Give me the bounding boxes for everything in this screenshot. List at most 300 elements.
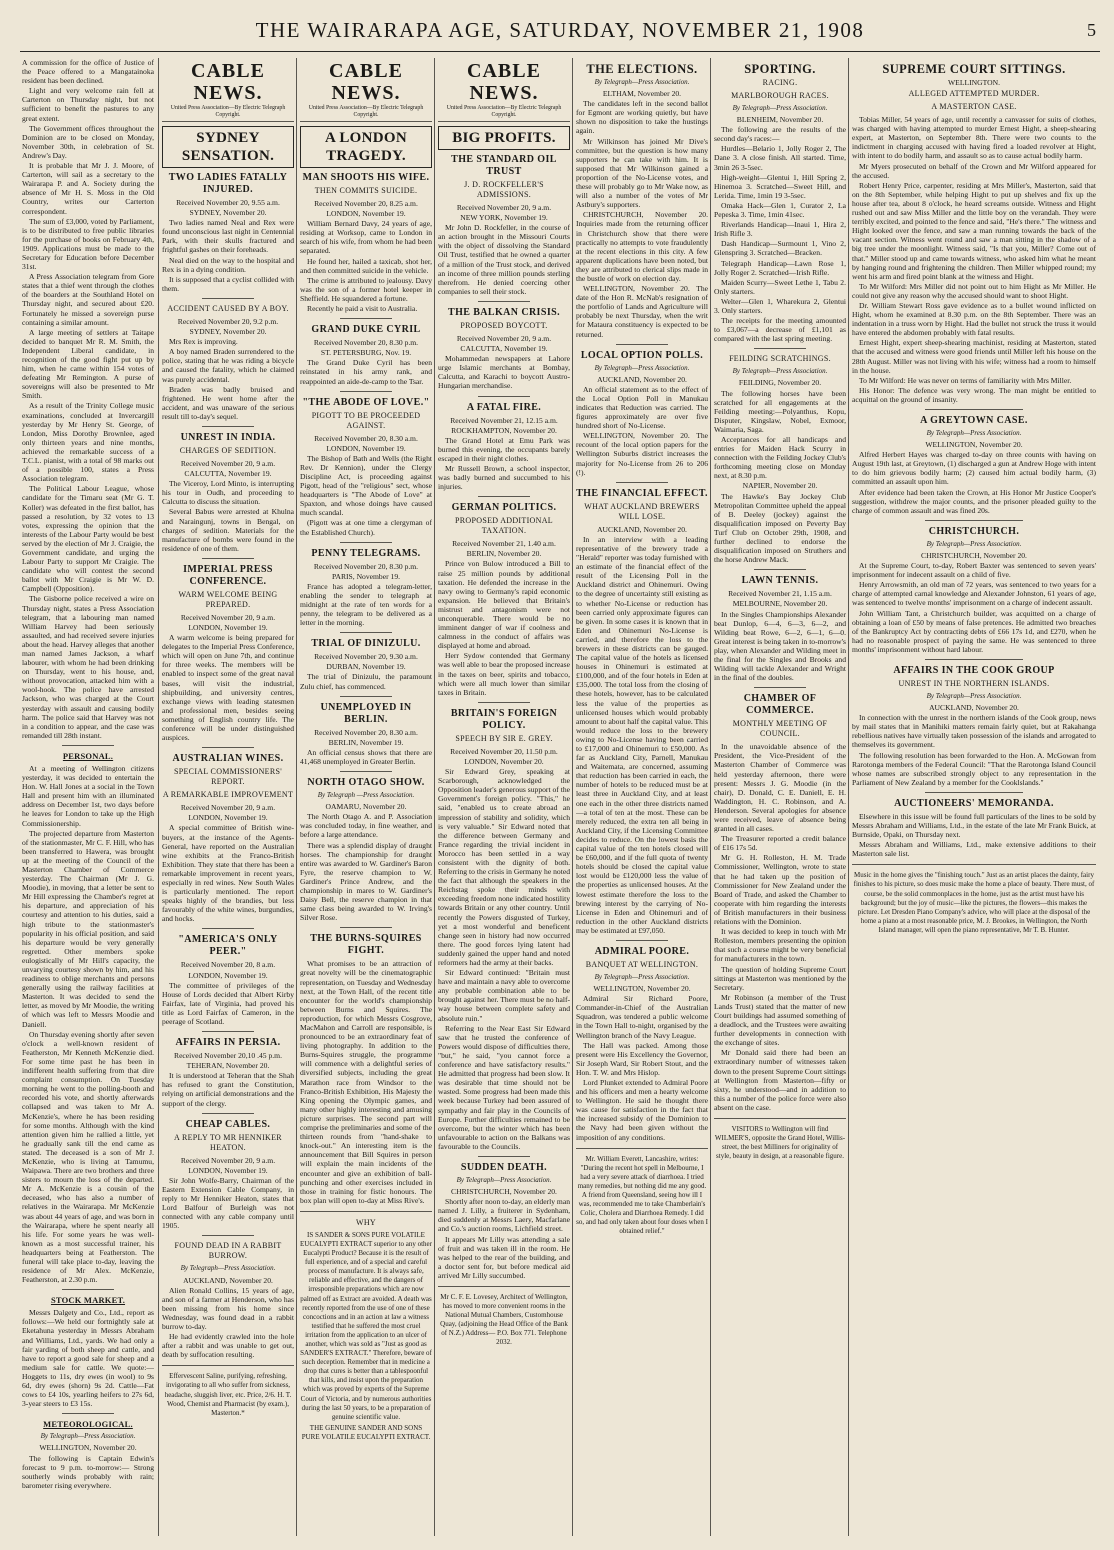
- dateline: ST. PETERSBURG, Nov. 19.: [320, 348, 412, 358]
- dateline: CHRISTCHURCH, November 20.: [921, 550, 1027, 560]
- subheadline: THEN COMMITS SUICIDE.: [314, 186, 418, 195]
- news-paragraph: The Hall was packed. Among those present were His Excellency the Governor, Sir Joseph Ward, Sir Robert Stout, and the Hon. T. W. and Mrs Hislop.: [576, 1040, 708, 1077]
- dateline: NAPIER, November 20.: [742, 481, 818, 491]
- subheadline: CHARGES OF SEDITION.: [179, 445, 277, 455]
- news-paragraph: A large meeting of settlers at Taitape decided to banquet Mr R. M. Smith, the Independent Liberal candidate, in recognition of the good fight put up by him, when he came within 154 votes of defeating Mr Remington. A purse of sovereigns will also be presented to Mr Smith.: [22, 327, 154, 401]
- dateline: SYDNEY, November 20.: [189, 327, 267, 337]
- dateline: ELTHAM, November 20.: [602, 89, 682, 99]
- copyright-credit: United Press Association—By Electric Telegraph Copyright.: [300, 105, 432, 122]
- headline-christchurch: CHRISTCHURCH.: [928, 525, 1020, 537]
- news-paragraph: The Grand Hotel at Emu Park was burned this evening, the occupants barely escaped in their night clothes.: [438, 435, 570, 463]
- headline-feilding-scratchings: FEILDING SCRATCHINGS.: [729, 354, 831, 364]
- advertisement: IS SANDER & SONS PURE VOLATILE EUCALYPTI EXTRACT superior to any other Eucalypti Product? Because it is the result of full experience, and of a special and careful process of manufacture. It is always safe, reliable and effective, and the dangers of irresponsible preparations which are now palmed off as Extract are avoided. A death was recently reported from the use of one of these concoctions and in an action at law a witness testified that he suffered the most cruel irritation from the application to an ulcer of another, which was sold as "Just as good as SANDER'S EXTRACT." Therefore, beware of such deception. Remember that in medicine a drop that cures is better than a tablespoonful that kills, and insist upon the preparation which was proved by experts of the Supreme Court of Victoria, and by numerous authorities during the last 50 years, to be a preparation of genuine scientific value.: [300, 1230, 432, 1421]
- masthead: [20, 18, 1100, 52]
- news-paragraph: John William Tant, a Christchurch builder, was acquitted on a charge of obtaining a loan of £50 by means of false pretences. He admitted two breaches of the Bankruptcy Act by contracting debts of £66 17s 1d, and £270, when he had no reasonable prospect of paying the same. He was sentenced to three months' imprisonment without hard labour.: [852, 608, 1096, 654]
- dateline: PARIS, November 19.: [331, 571, 401, 581]
- divider: [162, 1365, 294, 1366]
- headline-german-politics: GERMAN POLITICS.: [451, 502, 557, 514]
- headline-cook-group: AFFAIRS IN THE COOK GROUP: [893, 664, 1055, 676]
- received-time: Received November 20, 9 a.m.: [180, 803, 276, 813]
- agency-credit: By Telegraph—Press Association.: [926, 429, 1022, 437]
- received-time: Received November 21, 1.40 a.m.: [452, 539, 556, 549]
- news-paragraph: The receipts for the meeting amounted to £3,067—a decrease of £1,101 as compared with the last spring meeting.: [714, 316, 846, 344]
- copyright-credit: United Press Association—By Electric Telegraph Copyright.: [438, 105, 570, 122]
- advertisement: THE GENUINE SANDER AND SONS PURE VOLATILE EUCALYPTI EXTRACT.: [301, 1423, 431, 1441]
- news-paragraph: The following horses have been scratched for all engagements at the Feilding meeting:—Polyanthus, Kopu, Disputer, Kingslaw, Nobel, Exmoor, Waimaria, Saga.: [714, 388, 846, 434]
- news-paragraph: It is understood at Teheran that the Shah has refused to grant the Constitution, relying on artificial demonstrations and the support of the clergy.: [162, 1071, 294, 1108]
- divider: [62, 1289, 115, 1290]
- dateline: BERLIN, November 20.: [466, 549, 542, 559]
- divider: [925, 659, 1023, 660]
- news-paragraph: As a result of the Trinity College music examinations, concluded at Invercargill yesterday by Mr Henry St. George, of London, Miss Dorothy Brownlee, aged only thirteen years and nine months, achieved the remarkable success of a T.C.L. pianist, with a total of 98 marks out of a possible 100, states a Press Association telegram.: [22, 401, 154, 484]
- news-paragraph: The Treasurer reported a credit balance of £16 17s 5d.: [714, 834, 846, 853]
- column-cable-news-2: [300, 58, 432, 1536]
- subheadline: WARM WELCOME BEING PREPARED.: [178, 589, 278, 609]
- headline-sporting: SPORTING.: [744, 62, 816, 76]
- agency-credit: By Telegraph—Press Association.: [732, 104, 828, 112]
- race-result: Omaka Hack—Glen 1, Curator 2, La Pepeska 3. Time, 1min 41sec.: [714, 200, 846, 220]
- agency-credit: By Telegraph—Press Association.: [594, 363, 690, 372]
- page-number: 5: [1087, 20, 1096, 40]
- column-sporting: [714, 58, 846, 1536]
- news-paragraph: Admiral Sir Richard Poore, Commander-in-Chief of the Australian Squadron, was tendered a public welcome in the Town Hall to-night, organised by the Wellington branch of the Navy League.: [576, 994, 708, 1040]
- copyright-credit: United Press Association—By Electric Telegraph Copyright.: [162, 105, 294, 122]
- news-paragraph: An official statement as to the effect of the Local Option Poll in Manukau indicates that Reduction was carried. The figures approximately are over five hundred short of No-License.: [576, 384, 708, 431]
- cable-news-masthead: CABLE NEWS.: [329, 60, 403, 104]
- headline-affairs-persia: AFFAIRS IN PERSIA.: [175, 1037, 281, 1049]
- dateline: CALCUTTA, November 19.: [184, 469, 272, 479]
- news-paragraph: CHRISTCHURCH, November 20. Inquiries made from the returning officer in Christchurch show that there were practically no attempts to vote fraudulently at the recent elections in this city. A few apparent duplications have been noted, but they are attributed to clerical slips made in the bustle of work on election day.: [576, 210, 708, 283]
- divider: [202, 298, 255, 299]
- headline-chamber-of-commerce: CHAMBER OF COMMERCE.: [743, 693, 817, 717]
- headline-sudden-death: SUDDEN DEATH.: [460, 1161, 548, 1173]
- dateline: LONDON, November 19.: [326, 209, 406, 219]
- news-paragraph: Acceptances for all handicaps and entries for Maiden Hack Scurry in connection with the Feilding Jockey Club's forthcoming meeting close on Monday next, at 8.30 p.m.: [714, 435, 846, 481]
- dateline: WELLINGTON, November 20.: [925, 440, 1023, 450]
- headline-big-profits: BIG PROFITS.: [438, 126, 570, 150]
- dateline: LONDON, November 19.: [326, 443, 406, 453]
- news-paragraph: In the Singles Championships Alexander beat Dunlop, 6—4, 6—3, 6—2, and Wilding beat Rowe, 6—2, 6—1, 6—0. Great interest is being taken in to-morrow's play, when Alexander and Wilding meet in the final for the Singles and Brooks and Wilding will tackle Alexander and Wright in the final of the doubles.: [714, 609, 846, 683]
- news-paragraph: Herr Sydow contended that Germany was well able to bear the proposed increase in the taxes on beer, spirits and tobacco, which were all much lower than similar taxes in Britain.: [438, 651, 570, 697]
- news-paragraph: Henry Arrowsmith, an old man of 72 years, was sentenced to two years for a charge of attempted carnal knowledge and Alexander Johnston, 61 years of age, was sentenced to twelve months' imprisonment on a charge of indecent assault.: [852, 580, 1096, 608]
- received-time: Received November 20, 9 a.m.: [180, 1155, 276, 1165]
- headline-sydney-sensation: SYDNEY SENSATION.: [162, 126, 294, 168]
- page-columns: [20, 58, 1098, 1536]
- section-heading-stock-market: STOCK MARKET.: [50, 1295, 126, 1306]
- received-time: Received November 20, 8.25 a.m.: [314, 199, 418, 208]
- divider: [202, 928, 255, 929]
- advertisement: Music in the home gives the "finishing touch." Just as an artist places the dainty, fairy finishes to his picture, so does music make the home a place of beauty. There must, of course, be the solid commonplaces in the home, just as the artist must have his background; but the joy of music—like the pictures, the flowers—this makes the picture. Let Dresden Piano Company's advice, who will place at the disposal of the home a piano at a most reasonable price, M. J. Brookes, in Wellington, the North Island manager, will open the piano representative, Mr T. B. Hunter.: [853, 871, 1095, 934]
- divider: [202, 558, 255, 559]
- headline-penny-telegrams: PENNY TELEGRAMS.: [311, 547, 421, 559]
- divider: [340, 391, 393, 392]
- news-paragraph: The question of holding Supreme Court sittings at Masterton was mentioned by the Secretary.: [714, 964, 846, 992]
- dateline: MELBOURNE, November 20.: [732, 599, 828, 609]
- dateline: LONDON, November 19.: [188, 813, 268, 823]
- dateline: AUCKLAND, November 20.: [597, 524, 687, 534]
- dateline: FEILDING, November 20.: [738, 378, 822, 388]
- news-paragraph: The candidates left in the second ballot for Egmont are working quietly, but have shown no disposition to take the hustings again.: [576, 99, 708, 136]
- divider: [616, 344, 669, 345]
- news-paragraph: At a meeting of Wellington citizens yesterday, it was decided to entertain the Hon. W. Hall Jones at a social in the Town Hall and present him with an illuminated address on December 1st, two days before he leaves for London to take up the High Commissionership.: [22, 763, 154, 828]
- divider: [340, 696, 393, 697]
- subheadline: MAN SHOOTS HIS WIFE.: [302, 172, 430, 183]
- subheadline: PIGOTT TO BE PROCEEDED AGAINST.: [311, 410, 421, 430]
- divider: [754, 569, 807, 570]
- news-paragraph: The following are the results of the second day's races:—: [714, 125, 846, 144]
- subheadline: J. D. ROCKFELLER'S ADMISSIONS.: [464, 180, 544, 199]
- dateline: SYDNEY, November 20.: [189, 208, 267, 218]
- dateline: CHRISTCHURCH, November 20.: [451, 1187, 557, 1197]
- headline-admiral-poore: ADMIRAL POORE.: [594, 945, 690, 957]
- news-paragraph: On Thursday evening shortly after seven o'clock a well-known resident of Featherston, Mr Kenneth McKenzie died. For some time past he has been in indifferent health suffering from that dire complaint consumption. On Tuesday morning he went to the polling-booth and recorded his vote, and shortly afterwards collapsed and was taken to Mr A. McKenzie's, where he has been residing for some months. Although with the kind attention given him he rallied a little, yet he gradually sank till the end came as stated. The deceased is a son of Mr J. McKenzie, who is living at Tamumu, Waipawa. There are two brothers and three sisters to mourn the loss of the departed. Mr A. McKenzie is a cousin of the deceased, who has also a number of relatives in the Wairarapa. Mr McKenzie was about 44 years of age, and was born in the Wairarapa, where he spent nearly all his life. For some years he was well-known as a most successful trainer, his headquarters being at Featherston. The funeral will take place to-day, leaving the residence of Mr Alex. McKenzie, Featherston, at 2.30 p.m.: [22, 1029, 154, 1285]
- news-paragraph: Elsewhere in this issue will be found full particulars of the lines to be sold by Messrs Abraham and Williams, Ltd., in the estate of the late Mr Frank Buick, at Burnside, Opaki, on Thursday next.: [852, 811, 1096, 840]
- subheadline: A REMARKABLE IMPROVEMENT: [162, 790, 294, 800]
- column-rule: [572, 58, 573, 1536]
- agency-credit: By Telegraph—Press Association.: [926, 691, 1022, 700]
- news-paragraph: An official census shows that there are 41,468 unemployed in Greater Berlin.: [300, 747, 432, 766]
- subheadline: MONTHLY MEETING OF COUNCIL.: [732, 719, 828, 739]
- race-result: Riverlands Handicap—Inaui 1, Hira 2, Irish Rifle 3.: [714, 220, 846, 239]
- news-paragraph: Alien Ronald Collins, 15 years of age, and son of a farmer at Henderson, who has been missing from his home since Wednesday, was found dead in a rabbit burrow to-day.: [162, 1285, 294, 1331]
- received-time: Received November 20, 9 a.m.: [456, 333, 552, 343]
- divider: [202, 747, 255, 748]
- agency-credit: By Telegraph—Press Association.: [926, 539, 1022, 548]
- headline-unrest-india: UNREST IN INDIA.: [180, 431, 276, 443]
- dateline: LONDON, November 20.: [464, 756, 544, 766]
- divider: [925, 409, 1023, 410]
- news-paragraph: The Government offices throughout the Dominion are to be closed on Monday, November 30th, in celebration of St. Andrew's Day.: [22, 123, 154, 160]
- subheadline: WHAT AUCKLAND BREWERS WILL LOSE.: [584, 501, 700, 521]
- column-local-news: [22, 58, 154, 1536]
- headline-cheap-cables: CHEAP CABLES.: [185, 1118, 271, 1130]
- news-paragraph: After evidence had been taken the Crown, at His Honor Mr Justice Cooper's suggestion, withdrew the major counts, and the prisoner pleaded guilty to the charge of common assault and was fined 20s.: [852, 487, 1096, 515]
- column-rule: [158, 58, 159, 1536]
- news-paragraph: (Pigott was at one time a clergyman of the Established Church).: [300, 518, 432, 537]
- divider: [852, 864, 1096, 865]
- news-paragraph: Tobias Miller, 54 years of age, until recently a canvasser for suits of clothes, was charged with having attempted to murder Ernest Hight, a sheep-shearing expert, at Masterton, on September 8th. There were two counts to the indictment in charging accused with having fired a loaded revolver at Hight, with intent to do bodily harm, and assault so as to cause actual bodily harm.: [852, 115, 1096, 161]
- subheadline: SPEECH BY SIR E. GREY.: [455, 733, 553, 743]
- news-paragraph: It was decided to keep in touch with Mr Rolleston, members presenting the opinion that such a course might be very beneficial for manufacturers in the town.: [714, 927, 846, 964]
- received-time: Received November 21, 12.15 a.m.: [450, 415, 558, 425]
- race-result: Telegraph Handicap—Lawn Rose 1, Jolly Roger 2. Scratched—Irish Rifle.: [714, 258, 846, 277]
- news-paragraph: It appears Mr Lilly was attending a sale of fruit and was taken ill in the room. He was helped to the rear of the building, and a doctor sent for, but before medical aid arrived Mr Lilly succumbed.: [438, 1234, 570, 1280]
- dateline: WELLINGTON, November 20.: [39, 1443, 137, 1453]
- divider: [340, 771, 393, 772]
- dateline: DURBAN, November 19.: [326, 662, 406, 672]
- news-paragraph: Mr G. H. Rolleston, H. M. Trade Commissioner, Wellington, wrote to state that he had taken up the position of Commissioner for New Zealand under the Board of Trade, and asked the Chamber to cooperate with him regarding the interests of British manufacturers in their business relations with the Dominion.: [714, 853, 846, 927]
- received-time: Received November 21, 1.15 a.m.: [728, 589, 832, 599]
- news-paragraph: A special committee of British wine-buyers, at the instance of the Agents-General, have reported on the Australian wine exhibits at the Franco-British Exhibition. They state that there has been a remarkable improvement in recent years, especially in red wines. New South Wales is particularly mentioned. The report speaks highly of the brandies, but less favourably of the white wines, burgundies, and hocks.: [162, 823, 294, 924]
- news-paragraph: Mrs Rex is improving.: [169, 337, 238, 347]
- agency-credit: By Telegraph—Press Association.: [594, 78, 690, 86]
- agency-credit: By Telegraph —Press Association.: [317, 791, 415, 800]
- news-paragraph: Sir Edward Grey, speaking at Scarborough, acknowledged the Opposition leader's generous support of the Government's foreign policy. "This," he said, "enabled us to create abroad an impression of stability and solidity, which is very valuable." Sir Edward noted that the difference between Germany and France regarding the trivial incident in Morocco has been settled in a way consistent with the dignity of both. Referring to the crisis in Germany he noted the fact that although the speakers in the Reichstag spoke their minds with exceeding freedom none indicated hostility towards Britain or any other country. Until recently the Powers disgusted of Turkey, yet a most wonderful and beneficent change seen in history had now occurred there. The good forces lying latent had suddenly gained the upper hand and noted reformers had the army at their backs.: [438, 767, 570, 967]
- race-result: Maiden Scurry—Sweet Lethe 1, Tabu 2. Only starters.: [714, 277, 846, 296]
- dateline: TEHERAN, November 20.: [186, 1061, 270, 1071]
- headline-australian-wines: AUSTRALIAN WINES.: [172, 753, 284, 765]
- subheadline: A MASTERTON CASE.: [931, 102, 1017, 112]
- dateline: AUCKLAND, November 20.: [597, 374, 687, 384]
- dateline: AUCKLAND, November 20.: [183, 1275, 273, 1285]
- dateline: BLENHEIM, November 20.: [736, 115, 824, 125]
- divider: [754, 687, 807, 688]
- divider: [438, 1286, 570, 1287]
- divider: [478, 396, 531, 397]
- received-time: Received November 20, 11.50 p.m.: [450, 746, 558, 756]
- news-paragraph: The following is Captain Edwin's forecast to 9 p.m. to-morrow:— Strong southerly winds probably with rain; barometer rising everywhere.: [22, 1453, 154, 1490]
- dateline: ROCKHAMPTON, November 20.: [451, 425, 557, 435]
- subheadline: PROPOSED BOYCOTT.: [460, 320, 548, 330]
- subheadline: MARLBOROUGH RACES.: [731, 91, 829, 100]
- news-paragraph: What promises to be an attraction of great novelty will be the cinematographic representation, on Tuesday and Wednesday next, at the Town Hall, of the recent title encounter for the world's championship between Burns and Squires. The reproduction, for which Messrs Cosgrove, MacMahon and Carroll are responsible, is pronounced to be an extraordinary feat of living photography. In addition to the Burns-Squires struggle, the programme will commence with a delightful series of diversified subjects, including the great Marathon race from Windsor to the Franco-British Exhibition, His Majesty the King opening the Olympic games, and many other highly interesting and amusing picture surprises. The second part will comprise the preliminaries and some of the thirteen rounds from "hand-shake to knock-out." An interesting item is the announcement that Bill Squires in person will explain the main incidents of the encounter and give an exhibition of ball-punching and other exercises included in those in training for fistic honours. The box plan will open to-day at Miss Rive's.: [300, 959, 432, 1205]
- dateline: AUCKLAND, November 20.: [929, 703, 1019, 713]
- headline-burns-squires: THE BURNS-SQUIRES FIGHT.: [310, 933, 422, 957]
- subheadline: BANQUET AT WELLINGTON.: [585, 959, 699, 969]
- subheadline: ALLEGED ATTEMPTED MURDER.: [908, 89, 1040, 99]
- news-paragraph: France has adopted a telegram-letter, enabling the sender to telegraph at midnight at the rate of ten words for a penny, the telegram to be delivered as a letter in the morning.: [300, 581, 432, 628]
- headline-local-option-polls: LOCAL OPTION POLLS.: [580, 349, 704, 361]
- divider: [478, 301, 531, 302]
- received-time: Received November 20,10 .45 p.m.: [174, 1051, 282, 1061]
- news-paragraph: In connection with the unrest in the northern islands of the Cook group, news by mail states that in Manihiki matters remain fairly quiet, but at Rakahanga rebellious natives have virtually taken possession of the islands and arrogated to themselves its government.: [852, 713, 1096, 750]
- news-paragraph: Lord Plunket extended to Admiral Poore and his officers and men a hearty welcome to Wellington. He said he thought there was cause for satisfaction in the fact that the increased subsidy of the Dominion to the Navy had been given without the imposition of any conditions.: [576, 1078, 708, 1142]
- headline-imperial-press: IMPERIAL PRESS CONFERENCE.: [183, 563, 273, 587]
- dateline: NEW YORK, November 19.: [460, 213, 548, 223]
- news-paragraph: His Honor: The defence was very wrong. The man might be entitled to acquittal on the ground of insanity.: [852, 385, 1096, 404]
- divider: [340, 927, 393, 928]
- newspaper-title: THE WAIRARAPA AGE, SATURDAY, NOVEMBER 21, 1908: [255, 18, 865, 42]
- subheadline: TWO LADIES FATALLY INJURED.: [168, 172, 288, 195]
- headline-trial-dinizulu: TRIAL OF DINIZULU.: [311, 638, 421, 650]
- news-paragraph: Sir John Wolfe-Barry, Chairman of the Eastern Extension Cable Company, in reply to Mr Henniker Heaton, states that Lord Balfour of Burleigh was not connected with any cable company until 1905.: [162, 1175, 294, 1231]
- received-time: Received November 20, 8.30 p.m.: [313, 561, 419, 571]
- headline-grand-duke-cyril: GRAND DUKE CYRIL: [311, 324, 421, 336]
- news-paragraph: Alfred Herbert Hayes was charged to-day on three counts with having on August 19th last, at Greytown, (1) discharged a gun at Andrew Hoge with intent to do him grievous bodily harm; (2) caused him actual bodily harm, (3) committed an assault upon him.: [852, 450, 1096, 487]
- dateline: OAMARU, November 20.: [325, 802, 407, 812]
- divider: [202, 1113, 255, 1114]
- section-heading-personal: PERSONAL.: [62, 750, 114, 761]
- news-paragraph: WELLINGTON, November 20. The date of the Hon R. McNab's resignation of the portfolio of Lands and Agriculture will probably be next Thursday, when the writ for Mataura constituency is expected to be returned.: [576, 284, 708, 339]
- news-paragraph: Two ladies named Neal and Rex were found unconscious last night in Centennial Park, with their skulls fractured and frightful gashes on their foreheads.: [162, 218, 294, 255]
- column-cable-news-1: [162, 58, 294, 1536]
- news-paragraph: At the Supreme Court, to-day, Robert Baxter was sentenced to seven years' imprisonment for indecent assault on a child of five.: [852, 561, 1096, 580]
- dateline: CALCUTTA, November 19.: [460, 344, 548, 354]
- news-paragraph: Mr John D. Rockfeller, in the course of an action brought in the Missouri Courts with the object of dissolving the Standard Oil Trust, testified that he owned a quarter of a million of the Trust stock, and derived an income of three million pounds sterling therefrom. He denied coercing other companies to sell their stock.: [438, 223, 570, 296]
- received-time: Received November 20, 8.30 a.m.: [314, 727, 418, 737]
- news-paragraph: Light and very welcome rain fell at Carterton on Thursday night, but not sufficient to benefit the pastures to any great extent.: [22, 86, 154, 123]
- news-paragraph: The Grand Duke Cyril has been reinstated in his army rank, and reappointed an aide-de-camp to the Tsar.: [300, 358, 432, 386]
- news-paragraph: The crime is attributed to jealousy. Davy was the son of a former hotel keeper in Sheffield. He squandered a fortune.: [300, 275, 432, 303]
- advertisement: VISITORS to Wellington will find WILMER'S, opposite the Grand Hotel, Willis-street, the best Milliners for originality of style, beauty in design, at a reasonable figure.: [714, 1125, 846, 1161]
- divider: [62, 1413, 115, 1414]
- dateline: BERLIN, November 19.: [328, 737, 404, 747]
- cable-news-masthead: CABLE NEWS.: [191, 60, 265, 104]
- subheadline: PROPOSED ADDITIONAL TAXATION.: [455, 516, 553, 536]
- dateline: WELLINGTON.: [948, 78, 1000, 87]
- headline-auctioneers-memoranda: AUCTIONEERS' MEMORANDA.: [894, 797, 1054, 809]
- divider: [616, 940, 669, 941]
- headline-accident: ACCIDENT CAUSED BY A BOY.: [167, 303, 289, 313]
- news-paragraph: He had evidently crawled into the hole after a rabbit and was unable to get out, death by suffocation resulting.: [162, 1332, 294, 1360]
- subheadline: SPECIAL COMMISSIONERS' REPORT.: [174, 767, 282, 787]
- news-paragraph: The Political Labour League, whose candidate for the Timaru seat (Mr G. T. Koller) was defeated in the first ballot, has passed a resolution, by 32 votes to 13 votes, expressing the opinion that the interests of the Labour Party would be best served by the election of Mr J. Craigie, the Government candidate, and urging the Labour Party to support Mr Craigie. The candidate who will contest the second ballot with Mr Craigie is Mr W. D. Campbell (Opposition).: [22, 484, 154, 594]
- news-paragraph: Sir Edward continued: "Britain must have and maintain a navy able to overcome any probable combination able to be brought against her. There must be no half-way house between complete safety and absolute ruin.": [438, 968, 570, 1023]
- headline-fatal-fire: A FATAL FIRE.: [466, 401, 542, 413]
- divider: [925, 792, 1023, 793]
- race-result: High-weight—Glentui 1, Hill Spring 2, Hinemoa 3. Scratched—Sweet Hill, and Lerida. Time, 1min 19 3-5sec.: [714, 172, 846, 200]
- dateline: LONDON, November 19.: [188, 623, 268, 632]
- news-paragraph: A Press Association telegram from Gore states that a thief went through the clothes of the boarders at the Southland Hotel on Thursday night, and secured about £20. Fortunately he missed a sovereign purse containing a similar amount.: [22, 272, 154, 327]
- news-paragraph: A warm welcome is being prepared for delegates to the Imperial Press Conference, which will open on June 7th, and continue for three weeks. The members will be enabled to inspect some of the great naval bases, will visit the industrial, shipbuilding, and university centres, exchange views with leading statesmen and professional men, besides seeing something of English country life. The conference will be under distinguished auspices.: [162, 633, 294, 743]
- headline-greytown-case: A GREYTOWN CASE.: [920, 415, 1028, 426]
- divider: [925, 520, 1023, 521]
- subheadline: THE STANDARD OIL TRUST: [451, 154, 557, 177]
- received-time: Received November 20, 9.55 a.m.: [176, 198, 280, 207]
- news-paragraph: Prince von Bulow introduced a Bill to raise 25 million pounds by additional taxation. He defended the increase in the navy owing to Germany's rapid economic expansion. He believed that Britain's mistrust and antagonism were not unconquerable. There would be no imminent danger of war if coolness and calmness in the conduct of affairs was displayed at home and abroad.: [438, 559, 570, 651]
- dateline: LONDON, November 19.: [188, 1165, 268, 1175]
- section-heading-meteorological: METEOROLOGICAL.: [43, 1419, 133, 1430]
- news-paragraph: It is supposed that a cyclist collided with them.: [162, 274, 294, 293]
- headline-unemployed-berlin: UNEMPLOYED IN BERLIN.: [320, 701, 412, 725]
- headline-financial-effect: THE FINANCIAL EFFECT.: [576, 487, 708, 499]
- received-time: Received November 20, 9.2 p.m.: [177, 316, 279, 326]
- agency-credit: By Telegraph—Press Association.: [732, 367, 828, 376]
- headline-britains-foreign-policy: BRITAIN'S FOREIGN POLICY.: [450, 707, 558, 731]
- news-paragraph: The sum of £3,000, voted by Parliament, is to be distributed to free public libraries for the purchase of books on February 4th, 1909. Applications must be made to the Secretary for Education before December 31st.: [22, 216, 154, 272]
- news-paragraph: Mr Myers prosecuted on behalf of the Crown and Mr Wilford appeared for the accused.: [852, 161, 1096, 180]
- divider: [478, 496, 531, 497]
- headline-rabbit-burrow: FOUND DEAD IN A RABBIT BURROW.: [174, 1241, 282, 1261]
- advertisement: Effervescent Saline, purifying, refreshing, invigorating to all who suffer from sickness, headache, sluggish liver, etc. Price, 2/6. H. T. Wood, Chemist and Pharmacist (by exam.), Masterton.*: [164, 1372, 292, 1417]
- news-paragraph: Braden was badly bruised and frightened. He went home after the accident, and was unaware of the serious result till to-day's sequel.: [162, 384, 294, 421]
- advertisement: Mr. William Everett, Lancashire, writes: "During the recent hot spell in Melbourne, I had a very severe attack of diarrhoea. I tried many remedies, but nothing did me any good. A friend from Queensland, seeing how ill I was, recommended me to take Chamberlain's Colic, Cholera and Diarrhoea Remedy. I did so, and had only taken about four doses when I obtained relief.": [576, 1154, 708, 1236]
- headline-americas-only-peer: "AMERICA'S ONLY PEER.": [178, 934, 278, 958]
- headline-balkan-crisis: THE BALKAN CRISIS.: [448, 306, 560, 318]
- divider: [714, 1118, 846, 1119]
- news-paragraph: Neal died on the way to the hospital and Rex is in a dying condition.: [162, 255, 294, 274]
- advertisement: Mr C. F. E. Lovesey, Architect of Wellington, has moved to more convenient rooms in the National Mutual Chambers, Customhouse Quay, (adjoining the Head Office of the Bank of N.Z.) Address— P.O. Box 771. Telephone 2032.: [440, 1293, 568, 1347]
- divider: [754, 348, 807, 349]
- divider: [340, 632, 393, 633]
- news-paragraph: The following resolution has been forwarded to the Hon. A. McGowan from Rarotonga members of the Federal Council: "That the Rarotonga Island Council whose names are subscribed strongly object to any representation in the Parliament of New Zealand by a member for the Cooklslands.": [852, 750, 1096, 787]
- dateline: LONDON, November 19.: [188, 970, 268, 980]
- received-time: Received November 20, 9 a.m.: [180, 612, 276, 622]
- received-time: Received November 20, 9.30 a.m.: [314, 652, 418, 662]
- news-paragraph: In an interview with a leading representative of the brewery trade a "Herald" reporter was today furnished with an estimate of the financial effect of the result of the Licensing Poll in the Auckland district and Ohinemuri. Owing to the degree of uncertainty still existing as to whether No-License or reduction has been carried only approximate figures can be given. In some cases it is known that in Eden and Ohinemuri No-License is carried, and therefore the loss to the brewers in these districts can be gauged. The capital value of the hotels as licensed houses in Ohinemuri is estimated at £100,000, and of the four hotels in Eden at £35,000. The total loss from the closing of these hotels, however, has to be calculated less the value of the properties as unlicensed houses which would probably amount to about half the capital value. This would reduce the loss to the brewery owing to No-License having been carried to £17,000 and Ohinemuri to £50,000. As far as Auckland City, Parnell, Manukau and Waitemata, are concerned, assuming that reduction has been carried in each, the number of hotels to be reduced must be at least three in Auckland City, and at least one each in the other three districts named—a total of ten at the most. These can be merely reduced, the extra ten all being in Auckland City, if the Licensing Committee decides to reduce. On the lowest basis the capital value of the ten hotels closed will be £60,000, and if the full quota of twenty hotels should be closed the capital value lost would be £120,000 less the value of the properties as unlicensed houses. At the lowest estimate therefore the loss to the brewing interest by the carrying of No-License in Eden and Ohinemuri and of reduction in the other Auckland districts may be estimated at £97,050.: [576, 534, 708, 935]
- divider: [478, 702, 531, 703]
- agency-credit: By Telegraph—Press Association.: [40, 1432, 136, 1441]
- news-paragraph: The Bishop of Bath and Wells (the Right Rev. Dr Kennion), under the Clergy Discipline Act, is proceeding against Pigott, head of the "religious" sect, whose headquarters is "The Abode of Love" at Spaxton, and whose doings have caused much scandal.: [300, 453, 432, 518]
- received-time: Received November 20, 9 a.m.: [180, 458, 276, 468]
- news-paragraph: The Viceroy, Lord Minto, is interrupting his tour in Oudh, and proceeding to Calcutta to discuss the situation.: [162, 479, 294, 507]
- received-time: Received November 20, 8.30 a.m.: [314, 433, 418, 443]
- news-paragraph: It is probable that Mr J. J. Moore, of Carterton, will sail as a secretary to the Wairarapa P. and A. Society during the absence of Mr H. S. Moss in the Old Country, writes our Carterton correspondent.: [22, 161, 154, 216]
- news-paragraph: Messrs Abraham and Williams, Ltd., make extensive additions to their Masterton sale list.: [852, 840, 1096, 859]
- news-paragraph: The North Otago A. and P. Association was concluded today, in fine weather, and before a large attendance.: [300, 812, 432, 840]
- news-paragraph: He found her, hailed a taxicab, shot her, and then committed suicide in the vehicle.: [300, 256, 432, 275]
- column-elections: [576, 58, 708, 1536]
- news-paragraph: To Mr Wilford: He was never on terms of familiarity with Mrs Miller.: [859, 375, 1072, 385]
- news-paragraph: WELLINGTON, November 20. The recount of the local option papers for the Wellington Suburbs district increases the majority for No-License from 26 to 206 (!).: [576, 431, 708, 477]
- news-paragraph: In the unavoidable absence of the President, the Vice-President of the Masterton Chamber of Commerce was held yesterday afternoon, there were present: Messrs J. G. Moodie (in the chair), D. Donald, C. E. Daniell, E. H. Waddington, H. C. Robinson, and A. Henderson. Several apologies for absence were received, leave of absence being granted in all cases.: [714, 742, 846, 834]
- divider: [616, 482, 669, 483]
- news-paragraph: There was a splendid display of draught horses. The championship for draught entire was awarded to W. Gardiner's Baron Fyre, the reserve champion to W. Gardiner's Prince Andrew, and the championship in mares to W. Gardiner's Daisy Bell, the reserve champion in that same class being awarded to W. Irving's Silver Rose.: [300, 840, 432, 923]
- received-time: Received November 20, 8 a.m.: [180, 960, 276, 970]
- divider: [478, 1156, 531, 1157]
- news-paragraph: Recently he paid a visit to Australia.: [307, 304, 418, 314]
- news-paragraph: Mr Robinson (a member of the Trust Lands Trust) stated that the matter of new Court buildings had assumed something of a deadlock, and the Trustees were awaiting further developments in connection with the exchange of sites.: [714, 992, 846, 1048]
- news-paragraph: Several Babus were arrested at Khulna and Naraingunj, towns in Bengal, on charges of sedition. Materials for the manufacture of bombs were found in the residence of one of them.: [162, 507, 294, 553]
- news-paragraph: Mr Russell Brown, a school inspector, was badly burned and succumbed to his injuries.: [438, 463, 570, 492]
- news-paragraph: Ernest Hight, expert sheep-shearing machinist, residing at Masterton, stated that the accused and witness were good friends until Miller left his house on the 28th August. Miller was not living with his wife; witness had a room to himself in the house.: [852, 338, 1096, 375]
- column-rule: [434, 58, 435, 1536]
- headline-north-otago-show: NORTH OTAGO SHOW.: [307, 777, 425, 789]
- news-paragraph: The committee of privileges of the House of Lords decided that Albert Kirby Fairfax, late of Virginia, had proved his title as Lord Fairfax of Cameron, in the peerage of Scotland.: [162, 980, 294, 1026]
- news-paragraph: The trial of Dinizulu, the paramount Zulu chief, has commenced.: [300, 672, 432, 691]
- subheadline: RACING.: [762, 78, 798, 87]
- divider: [340, 318, 393, 319]
- divider: [202, 426, 255, 427]
- subheadline: UNREST IN THE NORTHERN ISLANDS.: [898, 678, 1050, 688]
- divider: [62, 745, 115, 746]
- news-paragraph: Messrs Dalgety and Co., Ltd., report as follows:—We held our fortnightly sale at Eketahuna yesterday in Messrs Abraham and Williams, Ltd., yards. We had only a fair yarding of both sheep and cattle, and have to report a good sale for sheep and a medium sale for cattle. We quote:—Hoggets to 11s, dry ewes (in wool) to 9s 6d, dry ewes (shorn) 9s 2d. Cattle—Fat cows to £4 10s, yearling heifers to 27s 6d, 3-year steers to £3 15s.: [22, 1308, 154, 1409]
- divider: [202, 1235, 255, 1236]
- divider: [576, 1148, 708, 1149]
- advertisement-heading: WHY: [355, 1217, 376, 1227]
- news-paragraph: Dr. William Stewart Ross gave evidence as to a bullet wound inflicted on Hight, whom he examined at 8.30 p.m. on the 8th September. There was an indentation in a truss worn by Hight. Had the bullet not struck the truss it would have entered the abdomen probably with fatal results.: [852, 300, 1096, 338]
- headline-london-tragedy: A LONDON TRAGEDY.: [300, 126, 432, 168]
- news-paragraph: A boy named Braden surrendered to the police, stating that he was riding a bicycle and caused the fatality, which he claimed was purely accidental.: [162, 347, 294, 384]
- news-paragraph: A commission for the office of Justice of the Peace offered to a Mangatainoka resident has been declined.: [22, 58, 154, 86]
- received-time: Received November 20, 9 a.m.: [456, 203, 552, 212]
- news-paragraph: William Bernard Davy, 24 years of age, residing at Worksop, came to London in search of his wife, from whom he had been separated.: [300, 219, 432, 256]
- news-paragraph: Referring to the Near East Sir Edward saw that he trusted the conference of Powers would dispose of difficulties there, "but," he said, "you cannot force a conference and have satisfactory results." He admitted that progress had been slow. It was desirable that time should not be wasted. Some progress had been made this week because Turkey had been assured of sympathy and fair play in the Councils of Europe. Further difficulties remained to be overcome, but the winter which has been unfavourable to action on the Balkans was favourable to the Councils.: [438, 1023, 570, 1151]
- column-cable-news-3: [438, 58, 570, 1536]
- divider: [300, 1211, 432, 1212]
- cable-news-masthead: CABLE NEWS.: [467, 60, 541, 104]
- news-paragraph: Mr Donald said there had been an extraordinary number of witnesses taken down to the present Supreme Court sittings at Wellington from Masterton—fifty or sixty, he understood—and in addition to this a number of the police force were also absent on the case.: [714, 1048, 846, 1112]
- headline-abode-of-love: "THE ABODE OF LOVE.": [302, 396, 430, 408]
- news-paragraph: The Hawke's Bay Jockey Club Metropolitan Committee upheld the appeal of B. Deeley (jockey) against the disqualification imposed on Peverty Bay Turf Club on October 29th, 1908, and further declined to endorse the disqualification imposed on Struthers and the horse Andrew Mack.: [714, 491, 846, 565]
- headline-lawn-tennis: LAWN TENNIS.: [741, 575, 819, 587]
- column-rule: [296, 58, 297, 1536]
- received-time: Received November 20, 8.30 p.m.: [313, 338, 419, 348]
- column-rule: [848, 58, 849, 1536]
- agency-credit: By Telegraph—Press Association.: [594, 972, 690, 981]
- divider: [202, 1031, 255, 1032]
- headline-supreme-court: SUPREME COURT SITTINGS.: [882, 62, 1066, 76]
- news-paragraph: Mohammedan newspapers at Lahore urge Islamic merchants at Bombay, Calcutta, and Karachi to boycott Austro-Hungarian merchandise.: [438, 354, 570, 391]
- news-paragraph: Robert Henry Price, carpenter, residing at Mrs Miller's, Masterton, said that on the 8th September, while helping Hight to put up shelves and fix up the house after tea, about 8 o'clock, he heard screams outside. Witness and Hight rushed out and saw Miss Miller and the little boy on the verandah. They were terribly excited, and pointed to the fence and said, "He's there." The witness and Hight looked over the fence, and saw a man running towards the back of the vacant section. Witness went round and saw a man sitting in the shadow of a big tree under the moonlight. Witness said, "Is that you, Miller? Come out of that." Miller stood up and came towards witness, who asked him what he meant by hanging round and frightening the children. Then Miller whipped round; my went his arm and fired point blank at the witness and Hight.: [852, 180, 1096, 281]
- column-supreme-court: [852, 58, 1096, 1536]
- dateline: WELLINGTON, November 20.: [593, 984, 691, 994]
- subheadline: A REPLY TO MR HENNIKER HEATON.: [174, 1132, 282, 1152]
- race-result: Hurdles—Belario 1, Jolly Roger 2, The Dane 3. A close finish. All started. Time, 3min 26 3-5sec.: [714, 144, 846, 172]
- race-result: Welter—Glen 1, Wharekura 2, Glentui 3. Only starters.: [714, 296, 846, 315]
- news-paragraph: To Mr Wilford: Mrs Miller did not point out to him Hight as Mr Miller. He could not give any reason why the accused should want to shoot Hight.: [852, 281, 1096, 300]
- news-paragraph: Mr Wilkinson has joined Mr Dive's committee, but the question is how many supporters he can take with him. It is supposed that Mr Wilkinson gained a proportion of the No-License votes, and these will probably go to Mr Wake now, as will also a number of the votes of Mr Astbury's supporters.: [576, 136, 708, 210]
- column-rule: [710, 58, 711, 1536]
- agency-credit: By Telegraph—Press Association.: [180, 1264, 276, 1273]
- divider: [340, 542, 393, 543]
- race-result: Dash Handicap—Surmount 1, Vino 2, Glenspring 3. Scratched—Bracken.: [714, 239, 846, 258]
- headline-the-elections: THE ELECTIONS.: [586, 62, 698, 76]
- agency-credit: By Telegraph—Press Association.: [456, 1175, 552, 1184]
- news-paragraph: The projected departure from Masterton of the stationmaster, Mr C. F. Hill, who has been transferred to Hawera, was brought up at the meeting of the Council of the Masterton Chamber of Commerce yesterday. The Chairman (Mr J. G. Moodie), in moving, that a letter be sent to Mr Hill expressing the Chamber's regret at his departure, and appreciation of his courtesy and attention to his duties, said a high tribute to the stationmaster's popularity in his official position, and said his departure would be very generally regretted. Other members spoke eulogistically of Mr Hill's capacity, the unvarying courtesy shown by him, and his readiness to oblige merchants and persons generally using the railway facilities at Masterton. It was decided to send the letter, as moved by Mr Moodie, the writing of which was left to Messrs Moodie and Daniell.: [22, 828, 154, 1029]
- news-paragraph: The Gisborne police received a wire on Thursday night, states a Press Association telegram, that a labouring man named William Harvey had been seriously assaulted, and had received severe injuries about the head. Harvey alleges that another man named James Jackson, a wharf labourer, with whom he had been drinking on Thursday, went to his house, and, without provocation, attacked him with a wool-hook. The police have arrested Jackson, who was charged at the Court yesterday with assault and causing bodily harm. The police said that Harvey was not in a condition to appear, and the case was remanded till 28th instant.: [22, 594, 154, 740]
- news-paragraph: Shortly after noon to-day, an elderly man named J. Lilly, a fruiterer in Sydenham, died suddenly at Messrs Laery, Macfarlane and Co.'s auction rooms, Lichfield street.: [438, 1197, 570, 1234]
